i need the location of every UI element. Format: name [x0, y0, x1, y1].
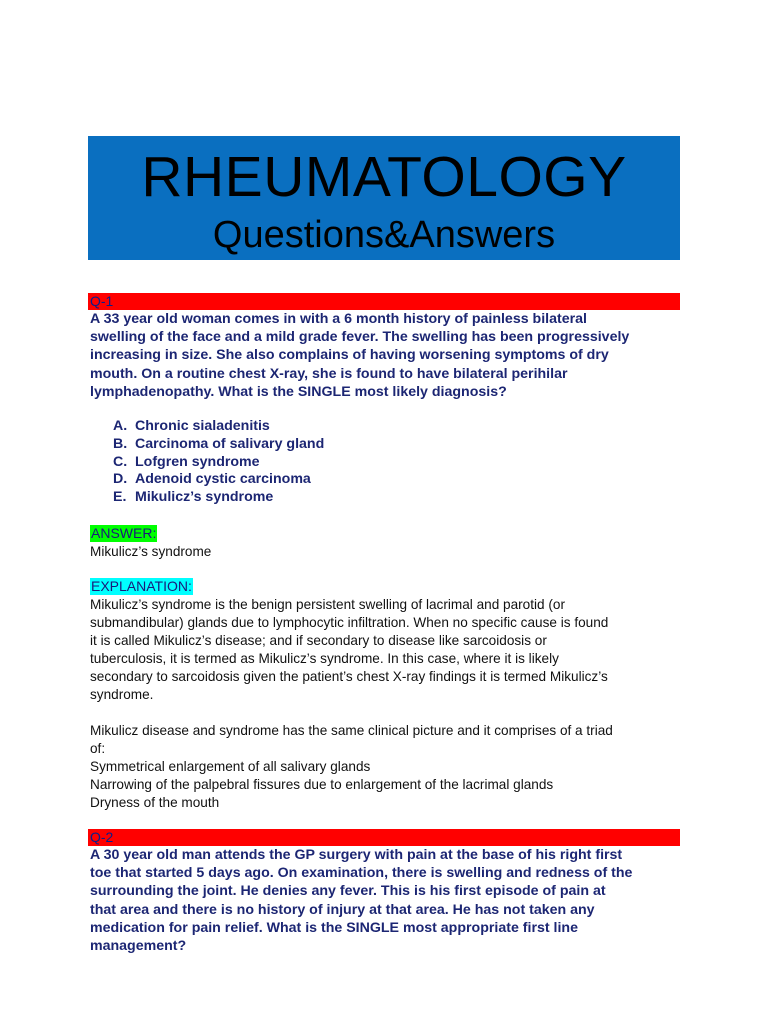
question-line: medication for pain relief. What is the SINGLE most appropriate first line [90, 919, 578, 936]
option-text: Carcinoma of salivary gland [135, 435, 325, 452]
triad-line: Dryness of the mouth [90, 795, 220, 810]
page-title: RHEUMATOLOGY [141, 145, 627, 209]
title-banner [88, 136, 680, 260]
page-subtitle: Questions&Answers [212, 214, 556, 256]
question-line: A 33 year old woman comes in with a 6 month history of painless bilateral [90, 311, 587, 327]
option-e [113, 489, 324, 507]
option-d [113, 471, 324, 489]
triad-text [90, 722, 682, 812]
option-letter: B. [113, 435, 128, 452]
option-text: Chronic sialadenitis [135, 418, 270, 434]
explanation-line: tuberculosis, it is termed as Mikulicz’s syndrome. In this case, where it is likely [90, 651, 559, 666]
option-c [113, 454, 324, 472]
explanation-line: Mikulicz’s syndrome is the benign persistent swelling of lacrimal and parotid (or [90, 597, 565, 612]
option-a [113, 418, 324, 436]
option-letter: A. [113, 418, 128, 434]
option-letter: C. [113, 453, 128, 470]
question-line: surrounding the joint. He denies any fever. This is his first episode of pain at [90, 883, 606, 900]
question-2-bar: Q-2 [88, 829, 680, 846]
explanation-line: syndrome. [90, 687, 154, 702]
question-line: that area and there is no history of injury at that area. He has not taken any [90, 901, 595, 918]
triad-line: of: [90, 741, 106, 756]
triad-line: Mikulicz disease and syndrome has the same clinical picture and it comprises of a triad [90, 723, 613, 738]
option-letter: D. [113, 471, 128, 488]
question-1-bar: Q-1 [88, 293, 680, 310]
answer-text [90, 543, 682, 561]
option-b [113, 436, 324, 454]
option-text: Adenoid cystic carcinoma [135, 471, 311, 488]
question-line: A 30 year old man attends the GP surgery with pain at the base of his right first [90, 847, 623, 863]
question-line: management? [90, 938, 187, 955]
triad-line: Symmetrical enlargement of all salivary glands [90, 759, 371, 774]
explanation-line: secondary to sarcoidosis given the patient’s chest X-ray findings it is termed Mikulicz’s [90, 669, 608, 684]
question-1-text [90, 310, 682, 401]
question-2-text [90, 846, 682, 955]
answer-options [113, 418, 324, 507]
question-line: swelling of the face and a mild grade fever. The swelling has been progressively [90, 329, 630, 346]
explanation-line: it is called Mikulicz’s disease; and if secondary to disease like sarcoidosis or [90, 633, 547, 648]
question-line: toe that started 5 days ago. On examination, there is swelling and redness of the [90, 865, 633, 882]
option-text: Lofgren syndrome [135, 453, 260, 470]
triad-line: Narrowing of the palpebral fissures due to enlargement of the lacrimal glands [90, 777, 554, 792]
option-letter: E. [113, 489, 127, 506]
question-line: increasing in size. She also complains of having worsening symptoms of dry [90, 347, 609, 364]
answer-label: ANSWER: [91, 525, 157, 541]
answer-value: Mikulicz’s syndrome [90, 544, 212, 559]
option-text: Mikulicz’s syndrome [135, 489, 274, 506]
explanation-line: submandibular) glands due to lymphocytic infiltration. When no specific cause is found [90, 615, 609, 630]
question-line: mouth. On a routine chest X-ray, she is found to have bilateral perihilar [90, 365, 568, 382]
explanation-label: EXPLANATION: [91, 578, 192, 594]
explanation-text [90, 596, 682, 704]
question-line: lymphadenopathy. What is the SINGLE most likely diagnosis? [90, 383, 507, 400]
